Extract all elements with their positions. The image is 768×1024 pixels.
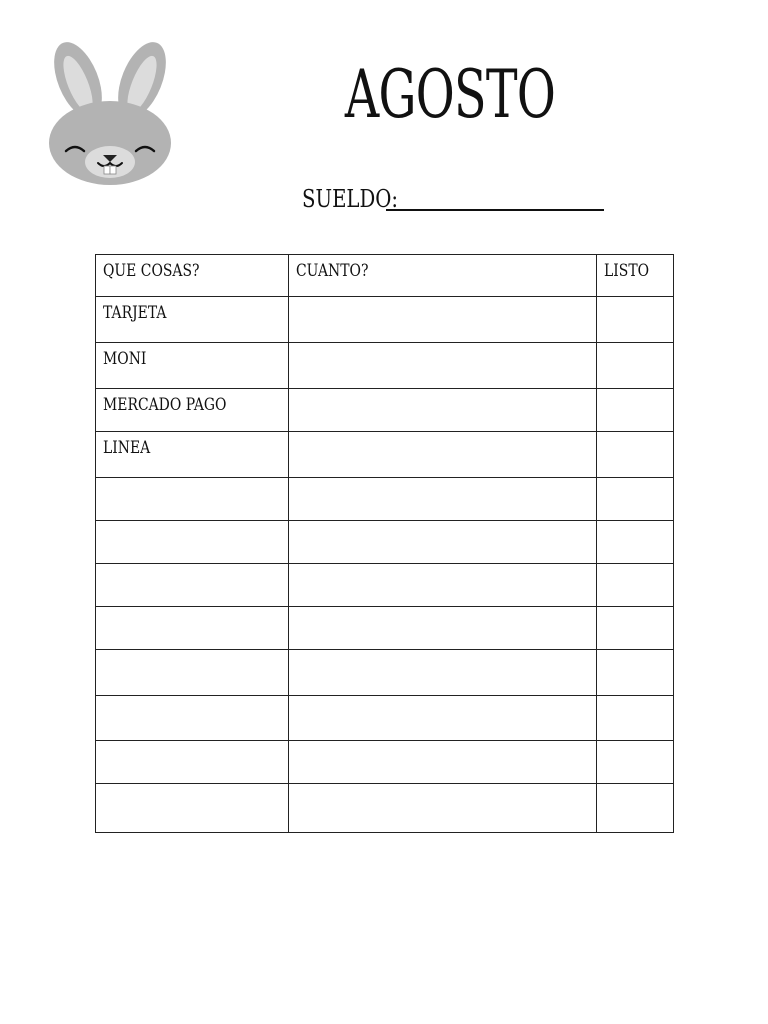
table-header-row xyxy=(96,255,674,297)
column-header: LISTO xyxy=(597,255,674,297)
table-cell xyxy=(289,741,597,784)
table-cell xyxy=(597,389,674,432)
table-cell xyxy=(96,478,289,521)
table-cell xyxy=(597,741,674,784)
table-row xyxy=(96,432,674,478)
table-cell xyxy=(597,521,674,564)
table-cell xyxy=(96,784,289,833)
expenses-table xyxy=(95,254,674,833)
column-header: QUE COSAS? xyxy=(96,255,289,297)
table-row xyxy=(96,696,674,741)
table-row xyxy=(96,297,674,343)
table-cell xyxy=(289,696,597,741)
table-cell xyxy=(289,650,597,696)
table-cell: TARJETA xyxy=(96,297,289,343)
sueldo-field xyxy=(302,178,622,214)
table-cell xyxy=(289,343,597,389)
table-cell: LINEA xyxy=(96,432,289,478)
table-row xyxy=(96,784,674,833)
table-cell xyxy=(597,607,674,650)
table-cell xyxy=(597,432,674,478)
table-cell xyxy=(96,564,289,607)
table-cell xyxy=(597,784,674,833)
table-row xyxy=(96,343,674,389)
table-cell xyxy=(96,521,289,564)
table-cell xyxy=(96,741,289,784)
table-row xyxy=(96,564,674,607)
table-cell xyxy=(96,696,289,741)
table-cell xyxy=(597,297,674,343)
table-row xyxy=(96,478,674,521)
table-cell xyxy=(597,696,674,741)
table-cell xyxy=(597,478,674,521)
column-header: CUANTO? xyxy=(289,255,597,297)
table-cell xyxy=(597,343,674,389)
table-cell xyxy=(597,564,674,607)
table-cell xyxy=(289,432,597,478)
table-row xyxy=(96,650,674,696)
table-cell xyxy=(96,650,289,696)
table-row xyxy=(96,521,674,564)
page-title: AGOSTO xyxy=(344,56,556,133)
table-cell xyxy=(289,564,597,607)
table-cell: MONI xyxy=(96,343,289,389)
table-row xyxy=(96,389,674,432)
table-cell xyxy=(289,297,597,343)
sueldo-label: SUELDO: xyxy=(302,185,399,213)
table-cell xyxy=(289,389,597,432)
sueldo-blank-line xyxy=(386,209,604,211)
table-cell xyxy=(96,607,289,650)
table-cell xyxy=(289,521,597,564)
table-cell: MERCADO PAGO xyxy=(96,389,289,432)
table-cell xyxy=(289,784,597,833)
table-row xyxy=(96,741,674,784)
table-cell xyxy=(289,478,597,521)
table-row xyxy=(96,607,674,650)
bunny-icon xyxy=(40,38,180,188)
table-cell xyxy=(597,650,674,696)
table-cell xyxy=(289,607,597,650)
